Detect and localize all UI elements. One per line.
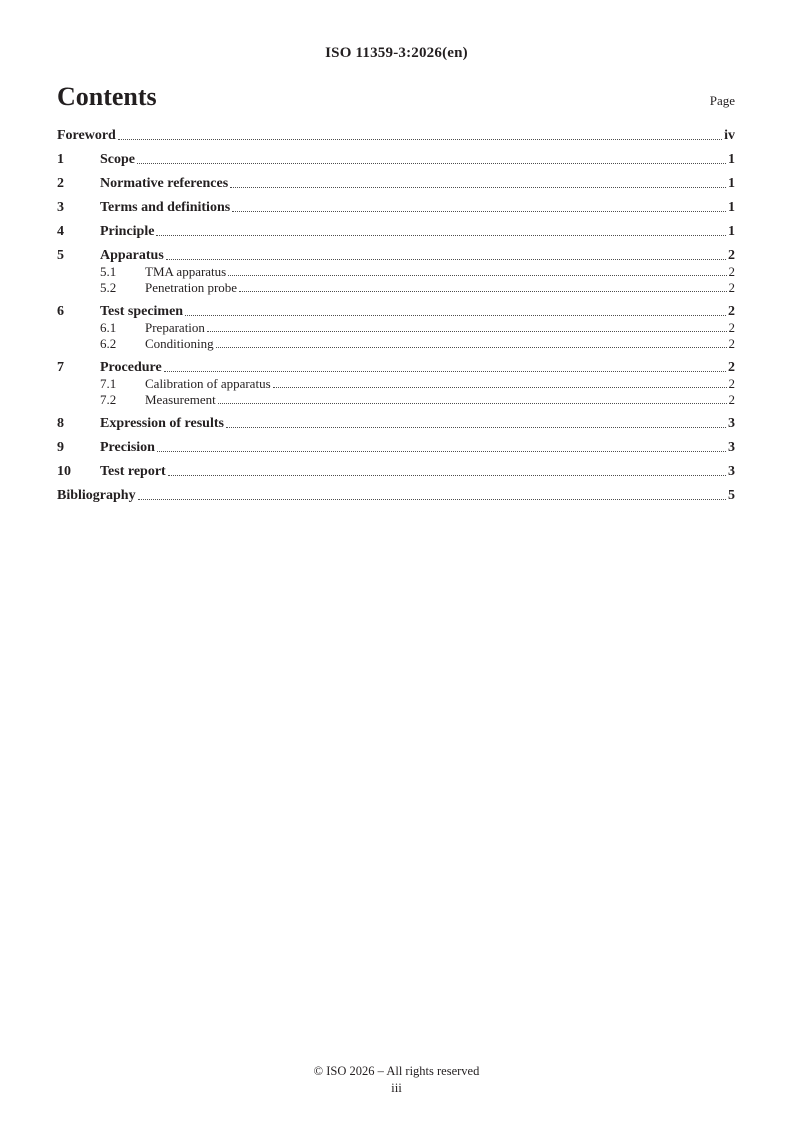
toc-entry [57,360,735,375]
toc-entry-page: 2 [728,392,735,407]
toc-entry-number: 6 [57,304,64,319]
toc-entry-number: 6.2 [100,336,117,351]
toc-entry-page: 2 [728,360,735,375]
toc-entry [57,304,735,319]
toc-entry-title: Normative references [100,176,229,191]
toc-entry [57,176,735,191]
toc-entry-page: 3 [728,440,735,455]
toc-entry-title: Apparatus [100,248,164,263]
toc-entry [57,488,735,503]
toc-entry [57,152,735,167]
toc-entry-title: Procedure [100,360,162,375]
toc-entry [57,392,735,407]
contents-header-row [57,83,735,111]
footer-copyright: © ISO 2026 – All rights reserved [313,1064,480,1078]
toc-dotted-leader [164,370,726,372]
toc-dotted-leader [230,186,726,188]
toc-dotted-leader [168,474,726,476]
toc-entry-number: 10 [57,464,71,479]
toc-entry-page: 3 [728,464,735,479]
toc-entry-number: 5 [57,248,64,263]
toc-dotted-leader [228,274,726,276]
toc-entry-title: Scope [100,152,135,167]
table-of-contents [57,128,735,503]
toc-entry-page: 2 [728,320,735,335]
toc-entry-number: 9 [57,440,64,455]
toc-entry-number: 3 [57,200,64,215]
toc-entry-page: 1 [728,152,735,167]
toc-entry [57,376,735,391]
page-column-label: Page [709,93,735,108]
contents-title: Contents [57,82,157,111]
toc-dotted-leader [218,402,727,404]
toc-entry [57,224,735,239]
toc-dotted-leader [138,498,726,500]
toc-entry [57,440,735,455]
toc-entry-title: Foreword [57,128,116,143]
toc-entry-title: Test report [100,464,166,479]
toc-entry [57,416,735,431]
toc-entry-title: Principle [100,224,155,239]
toc-dotted-leader [157,450,726,452]
toc-dotted-leader [232,210,726,212]
toc-entry-number: 8 [57,416,64,431]
toc-entry-number: 1 [57,152,64,167]
toc-entry-page: 2 [728,248,735,263]
toc-entry-page: 1 [728,200,735,215]
toc-entry-number: 7.2 [100,392,117,407]
toc-entry-title: Precision [100,440,155,455]
toc-entry-number: 4 [57,224,64,239]
toc-dotted-leader [137,162,726,164]
toc-entry-title: Test specimen [100,304,184,319]
toc-dotted-leader [185,314,726,316]
toc-entry-title: Preparation [145,320,205,335]
toc-dotted-leader [216,346,727,348]
toc-entry-number: 2 [57,176,64,191]
toc-dotted-leader [156,234,726,236]
toc-entry-title: Penetration probe [145,280,238,295]
toc-dotted-leader [226,426,726,428]
toc-entry [57,320,735,335]
toc-entry-title: Conditioning [145,336,214,351]
toc-entry-title: Terms and definitions [100,200,231,215]
toc-entry-title: Calibration of apparatus [145,376,271,391]
toc-entry-page: iv [724,128,735,143]
toc-entry-title: TMA apparatus [145,264,227,279]
toc-entry [57,464,735,479]
toc-entry-number: 6.1 [100,320,117,335]
toc-entry-page: 3 [728,416,735,431]
page-content [57,83,735,503]
footer-page-number: iii [391,1080,402,1095]
toc-entry-title: Expression of results [100,416,224,431]
toc-entry-number: 5.1 [100,264,117,279]
toc-dotted-leader [239,290,726,292]
toc-entry-page: 1 [728,176,735,191]
document-reference-header: ISO 11359-3:2026(en) [325,45,468,61]
toc-entry-page: 2 [728,376,735,391]
toc-entry [57,248,735,263]
toc-entry-page: 2 [728,264,735,279]
toc-entry [57,280,735,295]
toc-entry [57,200,735,215]
toc-entry-title: Bibliography [57,488,136,503]
toc-entry-number: 7.1 [100,376,117,391]
toc-dotted-leader [166,258,726,260]
toc-dotted-leader [273,386,727,388]
toc-entry-page: 5 [728,488,735,503]
toc-dotted-leader [207,330,727,332]
toc-entry-page: 2 [728,304,735,319]
toc-entry [57,128,735,143]
toc-entry [57,264,735,279]
toc-dotted-leader [118,138,722,140]
toc-entry-number: 5.2 [100,280,117,295]
toc-entry-page: 2 [728,336,735,351]
toc-entry [57,336,735,351]
toc-entry-title: Measurement [145,392,216,407]
toc-entry-page: 2 [728,280,735,295]
toc-entry-number: 7 [57,360,64,375]
page-footer [0,1063,793,1097]
toc-entry-page: 1 [728,224,735,239]
